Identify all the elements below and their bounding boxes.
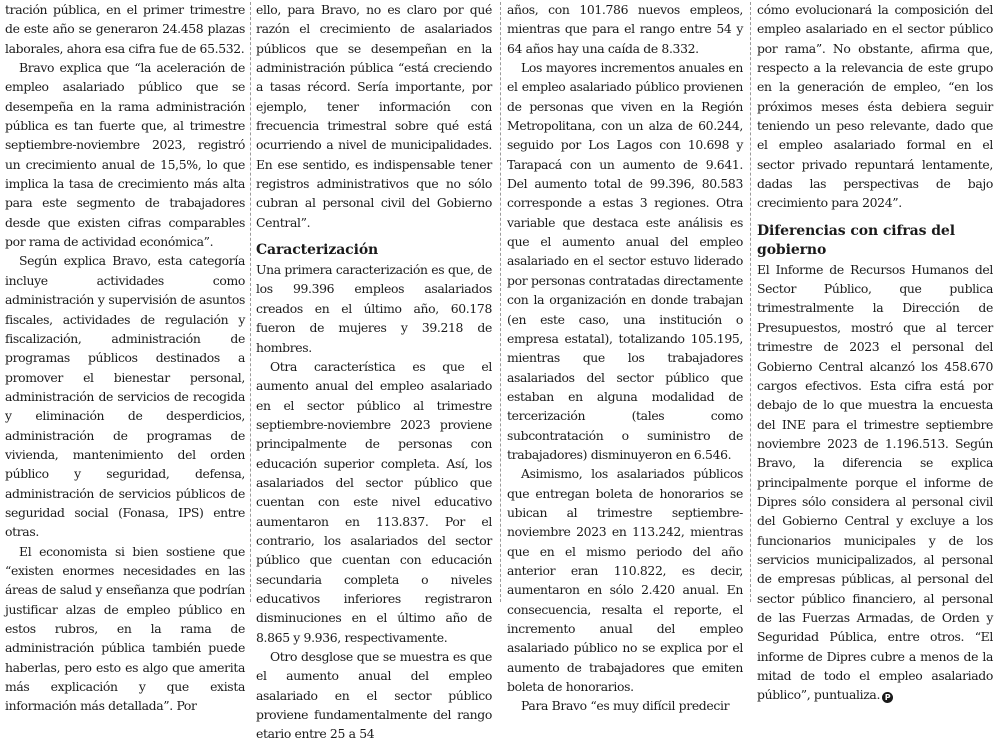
article-column-4 <box>757 0 993 703</box>
column-divider <box>500 2 501 602</box>
paragraph: tración pública, en el primer trimestre de este año se generaron 24.458 plazas laborales, ahora esa cifra fue de 65.532. <box>5 2 245 56</box>
section-heading-diferencias: Diferencias con cifras del gobierno <box>757 222 955 258</box>
paragraph: Según explica Bravo, esta categoría incluye actividades como administración y supervisión de asuntos fiscales, actividades de regulación y fiscalización, administración de programas públicos destinados a promover el bienestar personal, administración de servicios de recogida y eliminación de desperdicios, administración de programas de vivienda, mantenimiento del orden público y seguridad, defensa, administración de servicios públicos de seguridad social (Fonasa, IPS) entre otras. <box>5 253 245 540</box>
paragraph: cómo evolucionará la composición del empleo asalariado en el sector público por rama”. No obstante, afirma que, respecto a la relevancia de este grupo en la generación de empleo, “en los próximos meses ésta debiera seguir teniendo un peso relevante, dado que el empleo asalariado formal en el sector privado repuntará lentamente, dadas las perspectivas de bajo crecimiento para 2024”. <box>757 2 993 211</box>
paragraph: Otro desglose que se muestra es que el aumento anual del empleo asalariado en el sector público proviene fundamentalmente del rango etario entre 25 a 54 <box>256 649 492 742</box>
paragraph <box>757 260 993 705</box>
paragraph: Para Bravo “es muy difícil predecir <box>521 698 730 714</box>
section-heading-caracterizacion: Caracterización <box>256 242 379 259</box>
paragraph: ello, para Bravo, no es claro por qué razón el crecimiento de asalariados públicos que se desempeñan en la administración pública “está creciendo a tasas récord. Sería importante, por ejemplo, tener información con frecuencia trimestral sobre qué está ocurriendo a nivel de municipalidades. En ese sentido, es indispensable tener registros administrativos que no sólo cubran al personal civil del Gobierno Central”. <box>256 2 492 230</box>
paragraph: El economista si bien sostiene que “existen enormes necesidades en las áreas de salud y enseñanza que podrían justificar alzas de empleo público en estos rubros, en la rama de administración pública también puede haberlas, pero esto es algo que amerita más explicación y que exista información más detallada”. Por <box>5 543 245 714</box>
column-divider <box>750 2 751 602</box>
article-end-mark-icon: P <box>882 692 893 703</box>
paragraph: Una primera caracterización es que, de los 99.396 empleos asalariados creados en el último año, 60.178 fueron de mujeres y 39.218 de hombres. <box>256 262 492 355</box>
paragraph: Bravo explica que “la aceleración de empleo asalariado público que se desempeña en la rama administración pública es tan fuerte que, al trimestre septiembre-noviembre 2023, registró un crecimiento anual de 15,5%, lo que implica la tasa de crecimiento más alta para este segmento de trabajadores desde que existen cifras comparables por rama de actividad económica”. <box>5 60 245 250</box>
paragraph: Los mayores incrementos anuales en el empleo asalariado público provienen de personas que viven en la Región Metropolitana, con un alza de 60.244, seguido por Los Lagos con 10.698 y Tarapacá con un aumento de 9.641. Del aumento total de 99.396, 80.583 corresponde a estas 3 regiones. Otra variable que destaca este análisis es que el aumento anual del empleo asalariado en el sector estuvo liderado por personas contratadas directamente con la organización en donde trabajan (en este caso, una institución o empresa estatal), totalizando 105.195, mientras que los trabajadores asalariados del sector público que estaban en alguna modalidad de tercerización (tales como subcontratación o suministro de trabajadores) disminuyeron en 6.546. <box>507 60 743 462</box>
article-column-1 <box>5 0 245 714</box>
article-column-2 <box>256 0 492 742</box>
column-divider <box>250 2 251 602</box>
paragraph: años, con 101.786 nuevos empleos, mientras que para el rango entre 54 y 64 años hay una caída de 8.332. <box>507 2 743 56</box>
article-column-3 <box>507 0 743 714</box>
paragraph-text: El Informe de Recursos Humanos del Sector Público, que publica trimestralmente la Dirección de Presupuestos, mostró que al tercer trimestre de 2023 el personal del Gobierno Central alcanzó los 458.670 cargos efectivos. Esta cifra está por debajo de lo que muestra la encuesta del INE para el trimestre septiembre noviembre 2023 de 1.196.513. Según Bravo, la diferencia se explica principalmente porque el informe de Dipres sólo considera al personal civil del Gobierno Central y excluye a los funcionarios municipales y de los servicios municipalizados, al personal de empresas públicas, al personal del sector público financiero, al personal de las Fuerzas Armadas, de Orden y Seguridad Pública, entre otros. “El informe de Dipres cubre a menos de la mitad de todo el empleo asalariado público”, puntualiza. <box>757 261 993 703</box>
paragraph: Asimismo, los asalariados públicos que entregan boleta de honorarios se ubican al trimestre septiembre-noviembre 2023 en 113.242, mientras que en el mismo periodo del año anterior eran 110.822, es decir, aumentaron en sólo 2.420 anual. En consecuencia, resalta el reporte, el incremento anual del empleo asalariado público no se explica por el aumento de trabajadores que emiten boleta de honorarios. <box>507 466 743 695</box>
paragraph: Otra característica es que el aumento anual del empleo asalariado en el sector público al trimestre septiembre-noviembre 2023 proviene principalmente de personas con educación superior completa. Así, los asalariados del sector público que cuentan con este nivel educativo aumentaron en 113.837. Por el contrario, los asalariados del sector público que cuentan con educación secundaria completa o niveles educativos inferiores registraron disminuciones en el último año de 8.865 y 9.936, respectivamente. <box>256 358 492 645</box>
